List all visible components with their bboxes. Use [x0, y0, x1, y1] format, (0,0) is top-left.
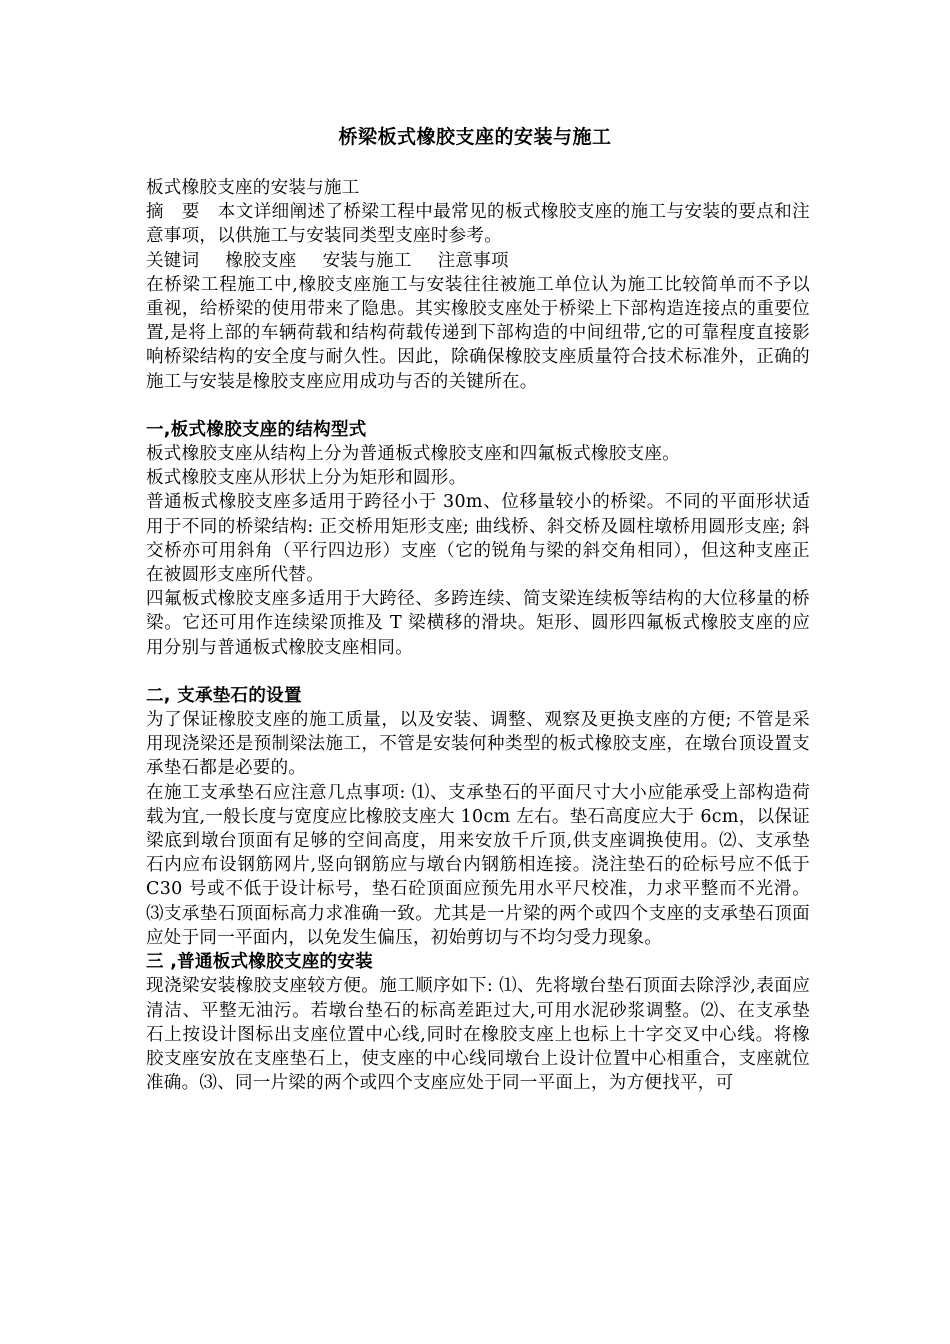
- section-paragraph: 四氟板式橡胶支座多适用于大跨径、多跨连续、简支梁连续板等结构的大位移量的桥梁。它还可用作连续梁顶推及 T 梁横移的滑块。矩形、圆形四氟板式橡胶支座的应用分别与普通板式橡胶支座相同。: [146, 589, 810, 658]
- keywords-label: 关键词: [146, 250, 200, 271]
- section-paragraph: 普通板式橡胶支座多适用于跨径小于 30m、位移量较小的桥梁。不同的平面形状适用于不同的桥梁结构: 正交桥用矩形支座; 曲线桥、斜交桥及圆柱墩桥用圆形支座; 斜交桥亦可用斜角（平行四边形）支座（它的锐角与梁的斜交角相同），但这种支座正在被圆形支座所代替。: [146, 492, 810, 586]
- section-heading: 三 ,普通板式橡胶支座的安装: [146, 952, 373, 973]
- intro-paragraph: 在桥梁工程施工中,橡胶支座施工与安装往往被施工单位认为施工比较简单而不予以重视，给桥梁的使用带来了隐患。其实橡胶支座处于桥梁上下部构造连接点的重要位置,是将上部的车辆荷载和结构荷载传递到下部构造的中间纽带,它的可靠程度直接影响桥梁结构的安全度与耐久性。因此，除确保橡胶支座质量符合技术标准外，正确的施工与安装是橡胶支座应用成功与否的关键所在。: [146, 274, 810, 392]
- keyword-item: 橡胶支座: [225, 250, 297, 271]
- abstract-paragraph: 摘 要 本文详细阐述了桥梁工程中最常见的板式橡胶支座的施工与安装的要点和注意事项，以供施工与安装同类型支座时参考。: [146, 202, 810, 247]
- keywords-line: [146, 249, 810, 273]
- keyword-item: 注意事项: [437, 250, 509, 271]
- section-heading: 二, 支承垫石的设置: [146, 685, 302, 706]
- section-paragraph: 为了保证橡胶支座的施工质量，以及安装、调整、观察及更换支座的方便; 不管是采用现浇梁还是预制梁法施工，不管是安装何种类型的板式橡胶支座，在墩台顶设置支承垫石都是必要的。: [146, 710, 810, 779]
- keyword-item: 安装与施工: [322, 250, 412, 271]
- document-title: 桥梁板式橡胶支座的安装与施工: [338, 126, 612, 148]
- document-subtitle: 板式橡胶支座的安装与施工: [146, 178, 360, 198]
- section-paragraph: 在施工支承垫石应注意几点事项: ⑴、支承垫石的平面尺寸大小应能承受上部构造荷载为宜,一般长度与宽度应比橡胶支座大 10cm 左右。垫石高度应大于 6cm，以保证梁底到墩台顶面有足够的空间高度，用来安放千斤顶,供支座调换使用。⑵、支承垫石内应布设钢筋网片,竖向钢筋应与墩台内钢筋相连接。浇注垫石的砼标号应不低于 C30 号或不低于设计标号，垫石砼顶面应预先用水平尺校准，力求平整而不光滑。⑶支承垫石顶面标高力求准确一致。尤其是一片梁的两个或四个支座的支承垫石顶面应处于同一平面内，以免发生偏压，初始剪切与不均匀受力现象。: [146, 782, 810, 948]
- section-paragraph: 现浇梁安装橡胶支座较方便。施工顺序如下: ⑴、先将墩台垫石顶面去除浮沙,表面应清洁、平整无油污。若墩台垫石的标高差距过大,可用水泥砂浆调整。⑵、在支承垫石上按设计图标出支座位置中心线,同时在橡胶支座上也标上十字交叉中心线。将橡胶支座安放在支座垫石上，使支座的中心线同墩台上设计位置中心相重合，支座就位准确。⑶、同一片梁的两个或四个支座应处于同一平面上，为方便找平，可: [146, 976, 810, 1094]
- section-paragraph: 板式橡胶支座从形状上分为矩形和圆形。: [146, 468, 467, 489]
- section-heading: 一,板式橡胶支座的结构型式: [146, 419, 367, 440]
- document-body: [146, 176, 810, 1095]
- section-paragraph: 板式橡胶支座从结构上分为普通板式橡胶支座和四氟板式橡胶支座。: [146, 444, 680, 465]
